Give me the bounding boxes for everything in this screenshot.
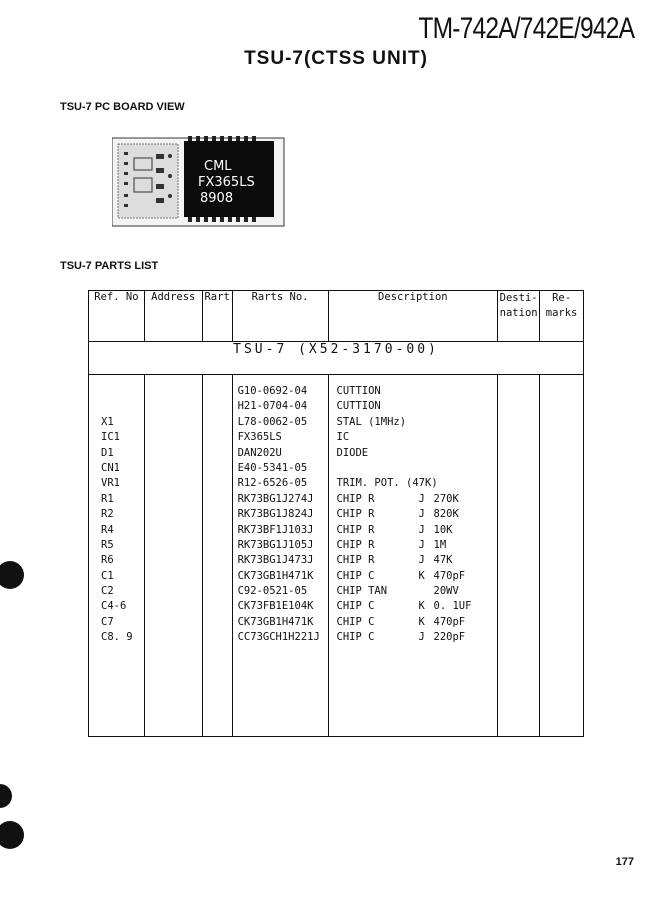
tolerance-code: J bbox=[418, 631, 425, 644]
ref-no-cell: C8. 9 bbox=[101, 631, 133, 644]
value-text: 20WV bbox=[433, 585, 459, 598]
description-text: DIODE bbox=[336, 446, 369, 459]
description-cell bbox=[337, 584, 498, 599]
page-number: 177 bbox=[615, 856, 634, 868]
description-text: CUTTION bbox=[336, 400, 381, 413]
parts-no-cell: G10-0692-04 bbox=[237, 385, 308, 397]
part-column bbox=[202, 375, 232, 737]
ref-no-cell: R6 bbox=[101, 554, 114, 567]
parts-no-cell: RK73BG1J105J bbox=[237, 538, 314, 551]
description-cell bbox=[337, 599, 498, 614]
unit-title: TSU-7(CTSS UNIT) bbox=[244, 48, 428, 69]
binder-hole bbox=[0, 784, 12, 808]
description-text: TRIM. POT. (47K) bbox=[336, 477, 438, 490]
svg-text:8908: 8908 bbox=[200, 191, 234, 206]
model-title: TM-742A/742E/942A bbox=[418, 12, 634, 45]
parts-no-column bbox=[232, 375, 328, 737]
parts-table bbox=[88, 290, 584, 737]
description-text: CUTTION bbox=[336, 385, 381, 397]
description-cell bbox=[337, 523, 498, 538]
description-cell bbox=[337, 569, 498, 584]
value-text: 47K bbox=[433, 554, 453, 567]
ref-no-cell: VR1 bbox=[101, 477, 120, 490]
description-cell bbox=[337, 446, 498, 461]
tolerance-code bbox=[419, 476, 434, 491]
address-column bbox=[144, 375, 202, 737]
description-text: IC bbox=[336, 431, 350, 444]
ref-no-cell: C4-6 bbox=[101, 600, 127, 613]
tolerance-code: K bbox=[418, 615, 425, 628]
description-text: CHIP R bbox=[336, 538, 375, 551]
header-destination: Desti- nation bbox=[498, 291, 540, 342]
header-remarks: Re- marks bbox=[540, 291, 584, 342]
value-text: 1M bbox=[433, 538, 447, 551]
parts-no-cell: CK73FB1E104K bbox=[237, 600, 314, 613]
description-text: CHIP C bbox=[336, 631, 375, 644]
description-text: STAL (1MHz) bbox=[336, 415, 407, 428]
value-text: 0. 1UF bbox=[433, 600, 472, 613]
parts-no-cell: E40-5341-05 bbox=[237, 461, 308, 474]
ref-no-cell: C1 bbox=[101, 569, 114, 582]
ref-no-cell: D1 bbox=[101, 446, 114, 459]
svg-text:FX365LS: FX365LS bbox=[198, 175, 255, 190]
header-description: Description bbox=[328, 291, 498, 342]
tolerance-code: J bbox=[418, 538, 425, 551]
tolerance-code: J bbox=[418, 492, 425, 505]
value-text: 470pF bbox=[433, 615, 466, 628]
header-ref-no: Ref. No bbox=[89, 291, 145, 342]
remarks-column bbox=[540, 375, 584, 737]
tolerance-code bbox=[419, 430, 434, 445]
parts-no-cell: CC73GCH1H221J bbox=[237, 631, 320, 644]
description-text: CHIP C bbox=[336, 569, 375, 582]
value-text: 270K bbox=[433, 492, 459, 505]
description-text: CHIP C bbox=[336, 600, 375, 613]
description-cell bbox=[337, 430, 498, 445]
ref-no-cell: R4 bbox=[101, 523, 114, 536]
ref-column bbox=[89, 375, 145, 737]
tolerance-code: J bbox=[418, 508, 425, 521]
description-cell bbox=[337, 507, 498, 522]
description-text: CHIP C bbox=[336, 615, 375, 628]
description-cell bbox=[337, 476, 498, 491]
header-parts-no: Rarts No. bbox=[232, 291, 328, 342]
ref-no-cell: C7 bbox=[101, 615, 114, 628]
description-cell bbox=[337, 415, 498, 430]
value-text: 220pF bbox=[433, 631, 466, 644]
description-cell bbox=[337, 538, 498, 553]
ref-no-cell: R1 bbox=[101, 492, 114, 505]
ref-no-cell: R2 bbox=[101, 508, 114, 521]
description-text: CHIP R bbox=[336, 554, 375, 567]
tolerance-code: K bbox=[418, 569, 425, 582]
parts-no-cell: RK73BG1J274J bbox=[237, 492, 314, 505]
table-header-row bbox=[89, 291, 584, 342]
ref-no-cell: IC1 bbox=[101, 431, 120, 444]
tolerance-code: J bbox=[418, 523, 425, 536]
parts-no-cell: RK73BF1J103J bbox=[237, 523, 314, 536]
binder-hole bbox=[0, 821, 24, 849]
parts-no-cell: CK73GB1H471K bbox=[237, 615, 314, 628]
parts-no-cell: DAN202U bbox=[237, 446, 282, 459]
description-cell bbox=[337, 461, 498, 476]
tolerance-code bbox=[419, 415, 434, 430]
ref-no-cell: C2 bbox=[101, 585, 114, 598]
description-text: CHIP R bbox=[336, 492, 375, 505]
unit-row: TSU-7 (X52-3170-00) bbox=[89, 342, 584, 375]
board-view-heading: TSU-7 PC BOARD VIEW bbox=[60, 101, 185, 113]
tolerance-code: K bbox=[418, 600, 425, 613]
binder-hole bbox=[0, 561, 24, 589]
pc-board-image bbox=[112, 132, 288, 228]
tolerance-code bbox=[419, 584, 434, 599]
tolerance-code bbox=[419, 446, 434, 461]
value-text: 820K bbox=[433, 508, 459, 521]
description-cell bbox=[337, 492, 498, 507]
ref-no-cell: CN1 bbox=[101, 461, 120, 474]
ref-no-cell: X1 bbox=[101, 415, 114, 428]
description-column bbox=[328, 375, 498, 737]
description-cell bbox=[337, 384, 498, 399]
description-cell bbox=[337, 615, 498, 630]
tolerance-code: J bbox=[418, 554, 425, 567]
parts-no-cell: R12-6526-05 bbox=[237, 477, 308, 490]
description-cell bbox=[337, 630, 498, 645]
parts-no-cell: H21-0704-04 bbox=[237, 400, 308, 413]
parts-no-cell: C92-0521-05 bbox=[237, 585, 308, 598]
parts-no-cell: CK73GB1H471K bbox=[237, 569, 314, 582]
header-address: Address bbox=[144, 291, 202, 342]
description-cell bbox=[337, 553, 498, 568]
description-text: CHIP R bbox=[336, 508, 375, 521]
parts-no-cell: RK73BG1J824J bbox=[237, 508, 314, 521]
tolerance-code bbox=[419, 399, 434, 414]
tolerance-code bbox=[419, 384, 434, 399]
header-part: Rart bbox=[202, 291, 232, 342]
ref-no-cell bbox=[101, 384, 144, 399]
ref-no-cell: R5 bbox=[101, 538, 114, 551]
value-text: 470pF bbox=[433, 569, 466, 582]
ref-no-cell bbox=[101, 399, 144, 414]
description-text: CHIP R bbox=[336, 523, 375, 536]
parts-no-cell: FX365LS bbox=[237, 431, 282, 444]
description-text bbox=[337, 461, 419, 476]
description-text: CHIP TAN bbox=[336, 585, 388, 598]
svg-text:CML: CML bbox=[204, 159, 232, 174]
description-cell bbox=[337, 399, 498, 414]
destination-column bbox=[498, 375, 540, 737]
parts-no-cell: RK73BG1J473J bbox=[237, 554, 314, 567]
tolerance-code bbox=[419, 461, 434, 476]
value-text: 10K bbox=[433, 523, 453, 536]
parts-no-cell: L78-0062-05 bbox=[237, 415, 308, 428]
parts-list-heading: TSU-7 PARTS LIST bbox=[60, 260, 159, 272]
